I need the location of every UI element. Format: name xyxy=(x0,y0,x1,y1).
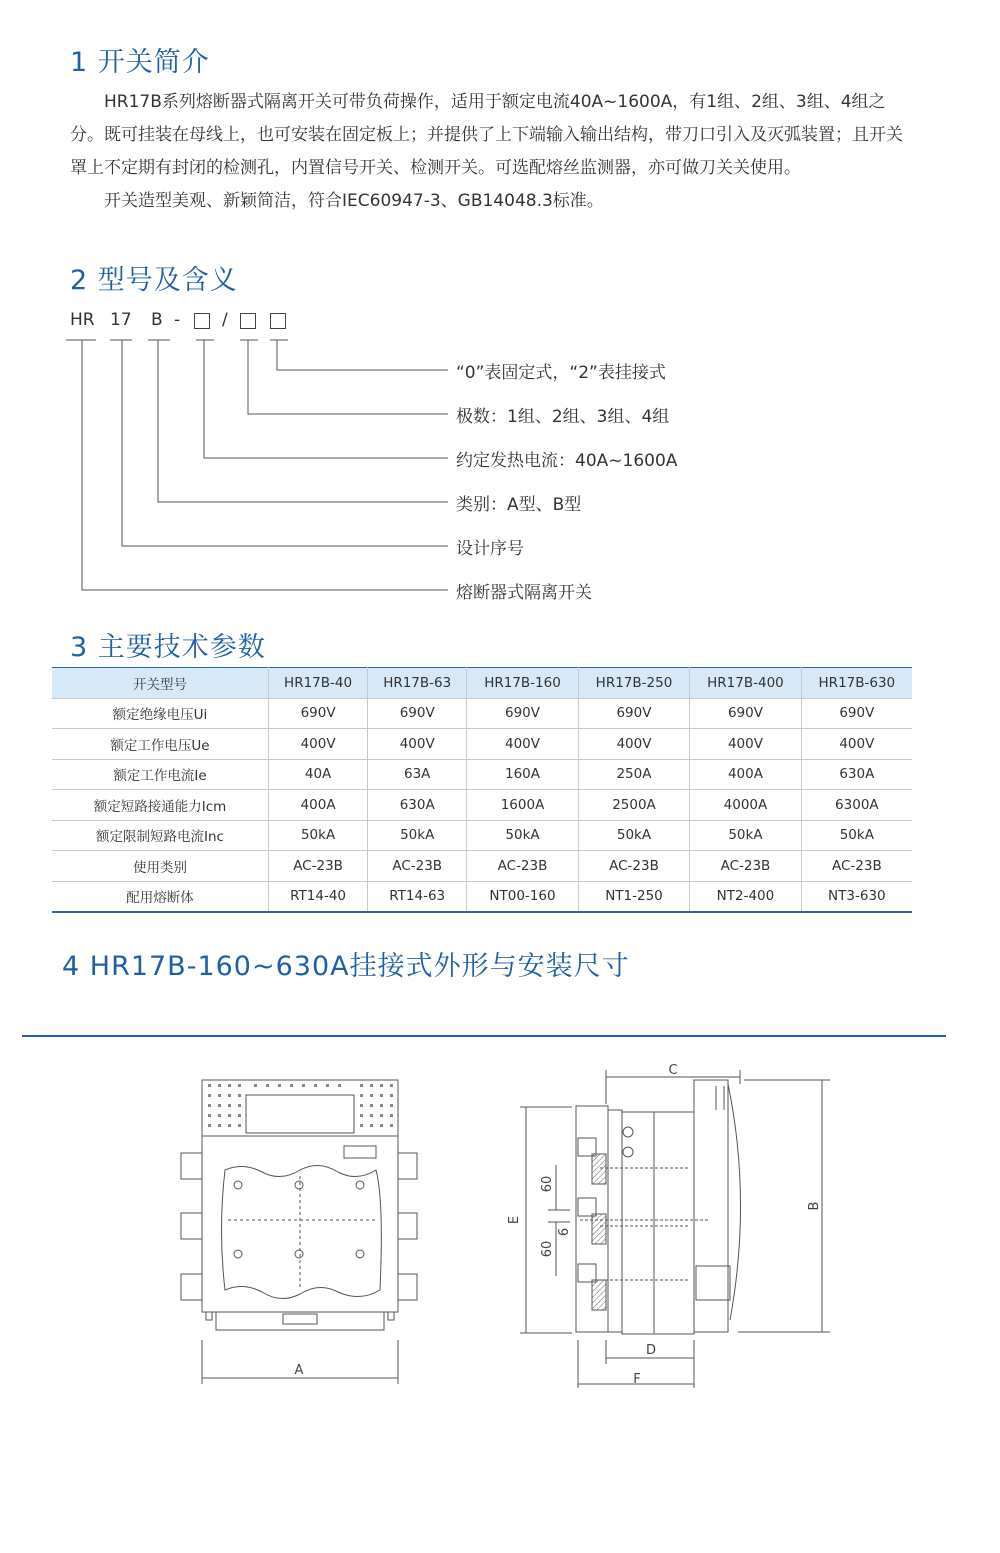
table-cell: 690V xyxy=(801,698,912,729)
header-cell: 开关型号 xyxy=(52,668,269,699)
dim-label-60-upper: 60 xyxy=(540,1175,555,1193)
header-cell: HR17B-160 xyxy=(467,668,578,699)
table-cell: 50kA xyxy=(690,820,801,851)
table-cell: 250A xyxy=(578,759,689,790)
model-code-17: 17 xyxy=(110,310,132,330)
header-cell: HR17B-630 xyxy=(801,668,912,699)
table-cell: 使用类别 xyxy=(52,851,269,882)
model-code-dash: - xyxy=(174,310,181,330)
table-cell: 50kA xyxy=(801,820,912,851)
dim-label-c: C xyxy=(668,1063,678,1078)
header-cell: HR17B-63 xyxy=(368,668,467,699)
dim-label-f: F xyxy=(633,1372,641,1387)
model-code-slash: / xyxy=(222,310,228,330)
category-label: 类别：A型、B型 xyxy=(456,495,582,515)
section3-title: 3 主要技术参数 xyxy=(70,632,266,663)
table-cell: 1600A xyxy=(467,790,578,821)
design-serial-label: 设计序号 xyxy=(456,539,524,559)
table-cell: AC-23B xyxy=(690,851,801,882)
table-cell: AC-23B xyxy=(269,851,368,882)
table-cell: 400V xyxy=(578,729,689,760)
header-cell: HR17B-40 xyxy=(269,668,368,699)
table-cell: AC-23B xyxy=(801,851,912,882)
poles-label: 极数：1组、2组、3组、4组 xyxy=(456,407,670,427)
header-cell: HR17B-400 xyxy=(690,668,801,699)
intro-paragraph-2: 开关造型美观、新颖简洁，符合IEC60947-3、GB14048.3标准。 xyxy=(104,191,604,211)
dim-label-d: D xyxy=(645,1343,657,1358)
front-view xyxy=(181,1080,417,1384)
table-cell: 400V xyxy=(801,729,912,760)
table-cell: 50kA xyxy=(368,820,467,851)
table-cell: NT3-630 xyxy=(801,881,912,912)
table-cell: 2500A xyxy=(578,790,689,821)
table-cell: RT14-40 xyxy=(269,881,368,912)
table-cell: AC-23B xyxy=(578,851,689,882)
dim-label-6: 6 xyxy=(557,1227,572,1237)
section1-title: 1 开关简介 xyxy=(70,47,210,78)
table-cell: AC-23B xyxy=(368,851,467,882)
table-cell: 690V xyxy=(690,698,801,729)
intro-paragraph-1: HR17B系列熔断器式隔离开关可带负荷操作，适用于额定电流40A~1600A，有1组、2组、3组、4组之分。既可挂装在母线上，也可安装在固定板上；并提供了上下端输入输出结构，带刀口引入及灭弧装置；且开关罩上不定期有封闭的检测孔，内置信号开关、检测开关。可选配熔丝监测器，亦可做刀关关使用。 xyxy=(70,92,903,178)
table-cell: 额定限制短路电流Inc xyxy=(52,820,269,851)
dim-label-a: A xyxy=(294,1363,304,1378)
table-cell: 400V xyxy=(467,729,578,760)
table-cell: 690V xyxy=(578,698,689,729)
dim-label-e: E xyxy=(507,1215,522,1225)
model-code-hr: HR xyxy=(70,310,95,330)
dim-label-b: B xyxy=(807,1201,822,1211)
header-cell: HR17B-250 xyxy=(578,668,689,699)
table-cell: NT00-160 xyxy=(467,881,578,912)
table-cell: AC-23B xyxy=(467,851,578,882)
table-cell: 50kA xyxy=(269,820,368,851)
dim-label-60-lower: 60 xyxy=(540,1240,555,1258)
table-cell: 63A xyxy=(368,759,467,790)
table-cell: 690V xyxy=(368,698,467,729)
table-cell: 160A xyxy=(467,759,578,790)
table-cell: 400V xyxy=(368,729,467,760)
table-cell: 690V xyxy=(467,698,578,729)
table-cell: 40A xyxy=(269,759,368,790)
table-cell: 400V xyxy=(690,729,801,760)
model-code-b: B xyxy=(151,310,163,330)
table-cell: 630A xyxy=(801,759,912,790)
table-cell: 配用熔断体 xyxy=(52,881,269,912)
table-cell: 额定工作电压Ue xyxy=(52,729,269,760)
table-cell: 400V xyxy=(269,729,368,760)
table-cell: 630A xyxy=(368,790,467,821)
table-cell: 额定工作电流Ie xyxy=(52,759,269,790)
table-cell: 50kA xyxy=(578,820,689,851)
table-cell: 50kA xyxy=(467,820,578,851)
table-cell: 6300A xyxy=(801,790,912,821)
thermal-current-label: 约定发热电流：40A~1600A xyxy=(456,451,678,471)
table-cell: 4000A xyxy=(690,790,801,821)
table-cell: 400A xyxy=(690,759,801,790)
table-cell: 额定短路接通能力Icm xyxy=(52,790,269,821)
product-name-label: 熔断器式隔离开关 xyxy=(456,583,592,603)
table-cell: 690V xyxy=(269,698,368,729)
section2-title: 2 型号及含义 xyxy=(70,265,238,296)
mount-type-label: “0”表固定式，“2”表挂接式 xyxy=(456,363,666,383)
table-cell: NT2-400 xyxy=(690,881,801,912)
section4-title: 4 HR17B-160~630A挂接式外形与安装尺寸 xyxy=(62,951,630,982)
table-cell: 400A xyxy=(269,790,368,821)
table-cell: 额定绝缘电压Ui xyxy=(52,698,269,729)
table-cell: RT14-63 xyxy=(368,881,467,912)
table-cell: NT1-250 xyxy=(578,881,689,912)
